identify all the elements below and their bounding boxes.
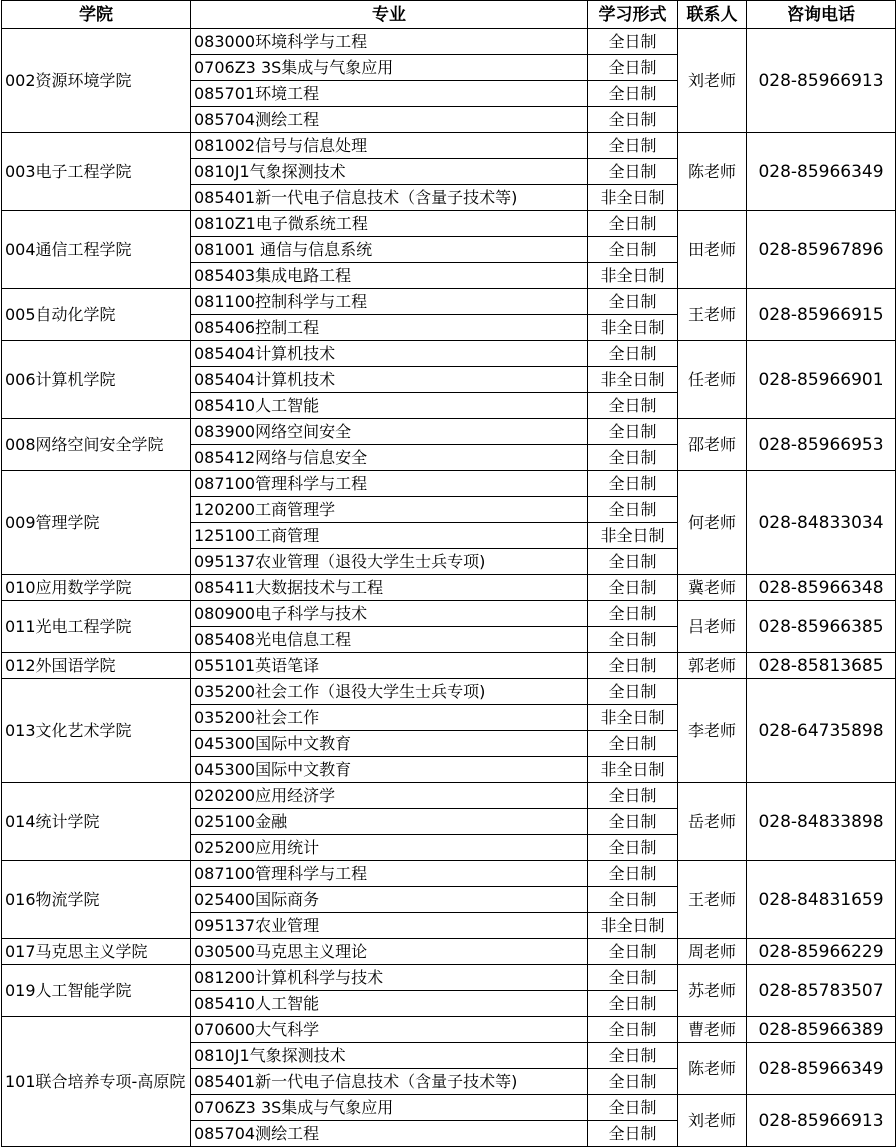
table-row xyxy=(2,965,896,991)
study-form-cell: 全日制 xyxy=(588,653,678,679)
study-form-cell: 全日制 xyxy=(588,809,678,835)
study-form-cell: 全日制 xyxy=(588,289,678,315)
major-cell: 081002信号与信息处理 xyxy=(191,133,588,159)
contact-person-cell: 郭老师 xyxy=(678,653,747,679)
major-cell: 0810J1气象探测技术 xyxy=(191,159,588,185)
major-cell: 085404计算机技术 xyxy=(191,367,588,393)
study-form-cell: 全日制 xyxy=(588,991,678,1017)
study-form-cell: 全日制 xyxy=(588,471,678,497)
study-form-cell: 全日制 xyxy=(588,1121,678,1147)
phone-cell: 028-85813685 xyxy=(747,653,896,679)
major-cell: 085412网络与信息安全 xyxy=(191,445,588,471)
table-row xyxy=(2,861,896,887)
college-cell: 003电子工程学院 xyxy=(2,133,191,211)
contact-person-cell: 吕老师 xyxy=(678,601,747,653)
table-body xyxy=(2,29,896,1147)
major-cell: 085403集成电路工程 xyxy=(191,263,588,289)
study-form-cell: 全日制 xyxy=(588,783,678,809)
study-form-cell: 全日制 xyxy=(588,107,678,133)
major-cell: 025200应用统计 xyxy=(191,835,588,861)
major-cell: 045300国际中文教育 xyxy=(191,757,588,783)
study-form-cell: 全日制 xyxy=(588,159,678,185)
phone-cell: 028-64735898 xyxy=(747,679,896,783)
study-form-cell: 全日制 xyxy=(588,601,678,627)
college-cell: 009管理学院 xyxy=(2,471,191,575)
major-cell: 095137农业管理 xyxy=(191,913,588,939)
study-form-cell: 全日制 xyxy=(588,341,678,367)
contact-person-cell: 刘老师 xyxy=(678,1095,747,1147)
contact-person-cell: 邵老师 xyxy=(678,419,747,471)
contact-person-cell: 周老师 xyxy=(678,939,747,965)
contact-person-cell: 李老师 xyxy=(678,679,747,783)
study-form-cell: 非全日制 xyxy=(588,185,678,211)
study-form-cell: 非全日制 xyxy=(588,705,678,731)
phone-cell: 028-85966913 xyxy=(747,29,896,133)
table-row xyxy=(2,575,896,601)
table-row xyxy=(2,341,896,367)
study-form-cell: 全日制 xyxy=(588,1043,678,1069)
college-cell: 010应用数学学院 xyxy=(2,575,191,601)
contact-person-cell: 陈老师 xyxy=(678,1043,747,1095)
phone-cell: 028-85967896 xyxy=(747,211,896,289)
major-cell: 025100金融 xyxy=(191,809,588,835)
study-form-cell: 全日制 xyxy=(588,939,678,965)
major-cell: 045300国际中文教育 xyxy=(191,731,588,757)
contact-person-cell: 曹老师 xyxy=(678,1017,747,1043)
phone-cell: 028-85966349 xyxy=(747,1043,896,1095)
header-study-form: 学习形式 xyxy=(588,1,678,29)
header-contact: 联系人 xyxy=(678,1,747,29)
major-cell: 085410人工智能 xyxy=(191,393,588,419)
phone-cell: 028-85966915 xyxy=(747,289,896,341)
major-cell: 120200工商管理学 xyxy=(191,497,588,523)
study-form-cell: 全日制 xyxy=(588,81,678,107)
study-form-cell: 全日制 xyxy=(588,965,678,991)
major-cell: 085401新一代电子信息技术（含量子技术等) xyxy=(191,185,588,211)
table-row xyxy=(2,939,896,965)
phone-cell: 028-85966385 xyxy=(747,601,896,653)
major-cell: 095137农业管理（退役大学生士兵专项) xyxy=(191,549,588,575)
study-form-cell: 全日制 xyxy=(588,55,678,81)
study-form-cell: 非全日制 xyxy=(588,913,678,939)
header-major: 专业 xyxy=(191,1,588,29)
major-cell: 030500马克思主义理论 xyxy=(191,939,588,965)
study-form-cell: 非全日制 xyxy=(588,367,678,393)
table-row xyxy=(2,471,896,497)
phone-cell: 028-84833898 xyxy=(747,783,896,861)
study-form-cell: 非全日制 xyxy=(588,315,678,341)
phone-cell: 028-85966389 xyxy=(747,1017,896,1043)
contact-person-cell: 刘老师 xyxy=(678,29,747,133)
major-cell: 085704测绘工程 xyxy=(191,107,588,133)
phone-cell: 028-85966901 xyxy=(747,341,896,419)
major-cell: 085408光电信息工程 xyxy=(191,627,588,653)
phone-cell: 028-85966348 xyxy=(747,575,896,601)
major-cell: 080900电子科学与技术 xyxy=(191,601,588,627)
major-cell: 083000环境科学与工程 xyxy=(191,29,588,55)
table-row xyxy=(2,653,896,679)
major-cell: 085401新一代电子信息技术（含量子技术等) xyxy=(191,1069,588,1095)
major-cell: 081200计算机科学与技术 xyxy=(191,965,588,991)
table-row xyxy=(2,289,896,315)
study-form-cell: 全日制 xyxy=(588,497,678,523)
major-cell: 070600大气科学 xyxy=(191,1017,588,1043)
header-college: 学院 xyxy=(2,1,191,29)
major-cell: 085411大数据技术与工程 xyxy=(191,575,588,601)
phone-cell: 028-84831659 xyxy=(747,861,896,939)
college-cell: 008网络空间安全学院 xyxy=(2,419,191,471)
major-cell: 083900网络空间安全 xyxy=(191,419,588,445)
college-cell: 013文化艺术学院 xyxy=(2,679,191,783)
study-form-cell: 全日制 xyxy=(588,445,678,471)
study-form-cell: 全日制 xyxy=(588,575,678,601)
major-cell: 0706Z3 3S集成与气象应用 xyxy=(191,55,588,81)
study-form-cell: 全日制 xyxy=(588,393,678,419)
major-cell: 087100管理科学与工程 xyxy=(191,861,588,887)
table-row xyxy=(2,29,896,55)
major-cell: 085410人工智能 xyxy=(191,991,588,1017)
contact-person-cell: 陈老师 xyxy=(678,133,747,211)
major-cell: 055101英语笔译 xyxy=(191,653,588,679)
college-cell: 014统计学院 xyxy=(2,783,191,861)
table-header-row xyxy=(2,1,896,29)
study-form-cell: 全日制 xyxy=(588,1017,678,1043)
contact-person-cell: 田老师 xyxy=(678,211,747,289)
major-cell: 085704测绘工程 xyxy=(191,1121,588,1147)
study-form-cell: 非全日制 xyxy=(588,757,678,783)
study-form-cell: 非全日制 xyxy=(588,263,678,289)
study-form-cell: 全日制 xyxy=(588,627,678,653)
study-form-cell: 全日制 xyxy=(588,835,678,861)
table-row xyxy=(2,211,896,237)
college-cell: 004通信工程学院 xyxy=(2,211,191,289)
phone-cell: 028-85966229 xyxy=(747,939,896,965)
study-form-cell: 全日制 xyxy=(588,549,678,575)
study-form-cell: 全日制 xyxy=(588,133,678,159)
college-cell: 101联合培养专项-高原院 xyxy=(2,1017,191,1147)
contact-person-cell: 冀老师 xyxy=(678,575,747,601)
study-form-cell: 全日制 xyxy=(588,211,678,237)
major-cell: 081100控制科学与工程 xyxy=(191,289,588,315)
phone-cell: 028-85966913 xyxy=(747,1095,896,1147)
major-cell: 035200社会工作 xyxy=(191,705,588,731)
college-cell: 017马克思主义学院 xyxy=(2,939,191,965)
phone-cell: 028-85783507 xyxy=(747,965,896,1017)
major-cell: 085404计算机技术 xyxy=(191,341,588,367)
major-cell: 081001 通信与信息系统 xyxy=(191,237,588,263)
admissions-contact-table xyxy=(1,0,896,1147)
study-form-cell: 全日制 xyxy=(588,237,678,263)
contact-person-cell: 王老师 xyxy=(678,289,747,341)
college-cell: 012外国语学院 xyxy=(2,653,191,679)
header-phone: 咨询电话 xyxy=(747,1,896,29)
major-cell: 085406控制工程 xyxy=(191,315,588,341)
major-cell: 087100管理科学与工程 xyxy=(191,471,588,497)
contact-person-cell: 苏老师 xyxy=(678,965,747,1017)
college-cell: 002资源环境学院 xyxy=(2,29,191,133)
study-form-cell: 全日制 xyxy=(588,679,678,705)
phone-cell: 028-85966349 xyxy=(747,133,896,211)
major-cell: 020200应用经济学 xyxy=(191,783,588,809)
contact-person-cell: 岳老师 xyxy=(678,783,747,861)
study-form-cell: 全日制 xyxy=(588,861,678,887)
table-row xyxy=(2,1017,896,1043)
major-cell: 025400国际商务 xyxy=(191,887,588,913)
major-cell: 085701环境工程 xyxy=(191,81,588,107)
phone-cell: 028-85966953 xyxy=(747,419,896,471)
table-row xyxy=(2,601,896,627)
contact-person-cell: 王老师 xyxy=(678,861,747,939)
table-row xyxy=(2,679,896,705)
college-cell: 019人工智能学院 xyxy=(2,965,191,1017)
study-form-cell: 全日制 xyxy=(588,731,678,757)
phone-cell: 028-84833034 xyxy=(747,471,896,575)
study-form-cell: 非全日制 xyxy=(588,523,678,549)
contact-person-cell: 任老师 xyxy=(678,341,747,419)
table-row xyxy=(2,133,896,159)
major-cell: 125100工商管理 xyxy=(191,523,588,549)
college-cell: 011光电工程学院 xyxy=(2,601,191,653)
major-cell: 0810J1气象探测技术 xyxy=(191,1043,588,1069)
major-cell: 0706Z3 3S集成与气象应用 xyxy=(191,1095,588,1121)
college-cell: 006计算机学院 xyxy=(2,341,191,419)
contact-person-cell: 何老师 xyxy=(678,471,747,575)
study-form-cell: 全日制 xyxy=(588,419,678,445)
college-cell: 016物流学院 xyxy=(2,861,191,939)
study-form-cell: 全日制 xyxy=(588,29,678,55)
study-form-cell: 全日制 xyxy=(588,887,678,913)
table-row xyxy=(2,783,896,809)
major-cell: 035200社会工作（退役大学生士兵专项) xyxy=(191,679,588,705)
college-cell: 005自动化学院 xyxy=(2,289,191,341)
table-row xyxy=(2,419,896,445)
study-form-cell: 全日制 xyxy=(588,1095,678,1121)
major-cell: 0810Z1电子微系统工程 xyxy=(191,211,588,237)
study-form-cell: 全日制 xyxy=(588,1069,678,1095)
